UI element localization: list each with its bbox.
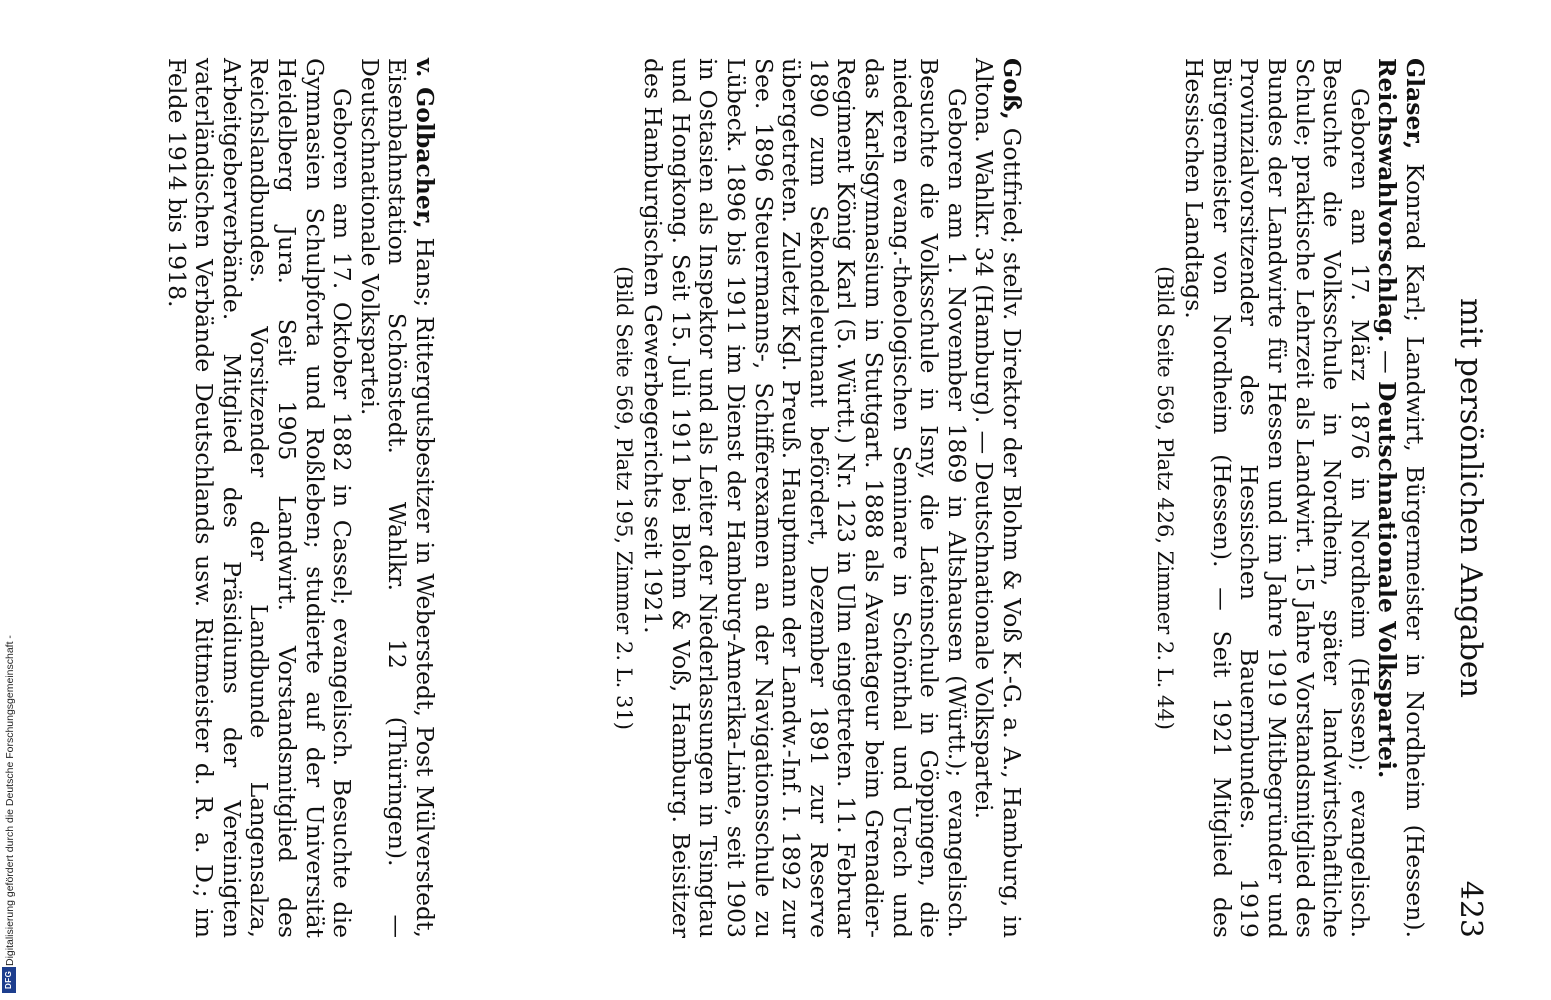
page-header: [1450, 58, 1490, 938]
entry-bio: Geboren am 17. März 1876 in Nordheim (Hessen); evangelisch. Besuchte die Volksschule in Nordheim, später landwirtschaftliche Schule; praktische Lehrzeit als Landwirt. 15 Jahre Vorstandsmitglied des Bundes der Landwirte für Hessen und im Jahre 1919 Mitbegründer und Provinzialvorsitzender des Hessischen Bauernbundes. 1919 Bürgermeister von Nordheim (Hessen). — Seit 1921 Mitglied des Hessischen Landtags.: [1180, 58, 1374, 938]
biography-entry: [162, 58, 438, 938]
digitization-sidebar: [0, 0, 22, 1000]
party-name: Deutschnationale Volkspartei.: [1373, 381, 1402, 779]
page-number: 423: [1453, 880, 1488, 938]
entry-heading: [355, 58, 438, 938]
entry-bio: Geboren am 17. Oktober 1882 in Cassel; evangelisch. Besuchte die Gymnasien Schulpforta und Roßleben; studierte auf der Universität Heidelberg Jura. Seit 1905 Landwirt. Vorstandsmitglied des Reichslandbundes. Vorsitzender der Landbunde Langensalza, Arbeitgeberverbände. Mitglied des Präsidiums der Vereinigten vaterländischen Verbände Deutschlands usw. Rittmeister d. R. a. D.; im Felde 1914 bis 1918.: [162, 58, 357, 938]
member-name: Goß,: [998, 58, 1026, 120]
dfg-logo-icon: DFG: [2, 967, 16, 993]
running-title: mit persönlichen Angaben: [1453, 298, 1488, 698]
entry-head-text: Hans; Rittergutsbesitzer in Weberstedt, Post Mülverstedt, Eisenbahnstation Schönstedt. Wahlkr. 12 (Thüringen). — Deutschnationale Volkspartei.: [355, 58, 439, 938]
entry-head-text: Konrad Karl; Landwirt, Bürgermeister in Nordheim (Hessen).: [1401, 149, 1429, 938]
party-dash: —: [1373, 342, 1402, 382]
picture-reference: (Bild Seite 569, Platz 426, Zimmer 2. L. 44): [1152, 266, 1177, 730]
entry-heading: [970, 58, 1025, 938]
rotated-page: [110, 58, 1490, 938]
list-label: Reichswahlvorschlag.: [1373, 58, 1402, 343]
member-name: v. Golbacher,: [411, 58, 439, 229]
funding-notice: Digitalisierung gefördert durch die Deutsche Forschungsgemeinschaft -: [4, 635, 16, 966]
biography-entry: [609, 58, 1025, 938]
biography-entry: [1150, 58, 1428, 938]
entry-bio: Geboren am 1. November 1869 in Altshausen (Württ.); evangelisch. Besuchte die Volksschule in Isny, die Lateinschule in Göppingen, die niederen evang.-theologischen Seminare in Schönthal und Urach und das Karlsgymnasium in Stuttgart. 1888 als Avantageur beim Grenadier-Regiment König Karl (5. Württ.) Nr. 123 in Ulm eingetreten. 11. Februar 1890 zum Sekondeleutnant befördert, Dezember 1891 zur Reserve übergetreten. Zuletzt Kgl. Preuß. Hauptmann der Landw.-Inf. I. 1892 zur See. 1896 Steuermanns-, Schifferexamen an der Navigationsschule zu Lübeck. 1896 bis 1911 im Dienst der Hamburg-Amerika-Linie, seit 1903 in Ostasien als Inspektor und als Leiter der Niederlassungen in Tsingtau und Hongkong. Seit 15. Juli 1911 bei Blohm & Voß, Hamburg. Beisitzer des Hamburgischen Gewerbegerichts seit 1921.: [639, 58, 971, 938]
entry-head-text: Gottfried; stellv. Direktor der Blohm & Voß K.-G. a. A., Hamburg, in Altona. Wahlkr. 34 (Hamburg). — Deutschnationale Volkspartei.: [970, 58, 1026, 938]
entry-heading: [1373, 58, 1428, 938]
member-name: Glaser,: [1401, 58, 1429, 150]
picture-reference: (Bild Seite 569, Platz 195, Zimmer 2. L. 31): [611, 266, 636, 730]
